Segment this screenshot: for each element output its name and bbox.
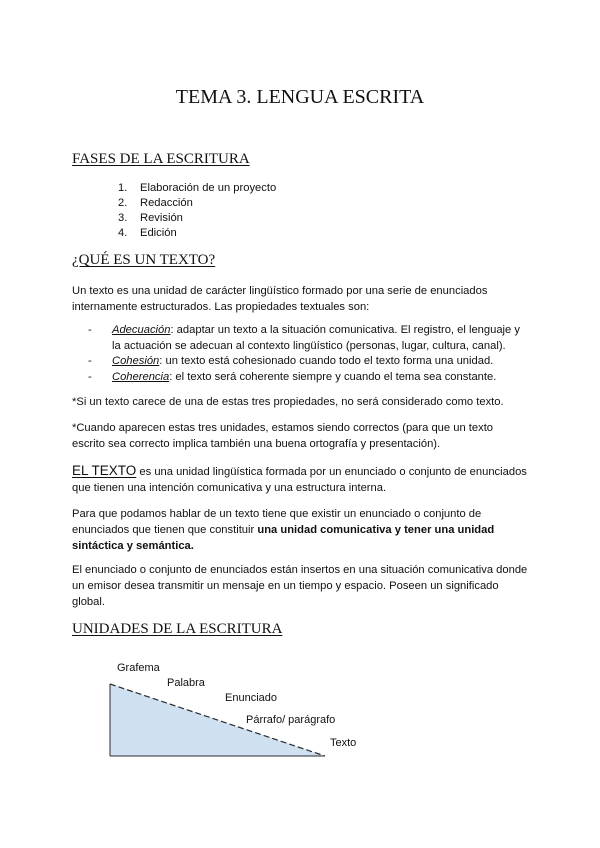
section-heading-unidades: UNIDADES DE LA ESCRITURA <box>72 621 283 637</box>
units-diagram <box>95 655 375 765</box>
unidad-paragraph: Para que podamos hablar de un texto tiene que existir un enunciado o conjunto de enunciados que tienen que constituir una unidad comunicativa y tener una unidad sintáctica y semántica. <box>72 508 495 552</box>
label-palabra: Palabra <box>167 677 205 689</box>
fases-list <box>118 181 276 241</box>
el-texto-paragraph: EL TEXTO es una unidad lingüística formada por un enunciado o conjunto de enunciados que tienen una intención comunicativa y una estructura interna. <box>72 463 527 494</box>
page-title: TEMA 3. LENGUA ESCRITA <box>175 86 425 108</box>
label-grafema: Grafema <box>117 662 160 674</box>
enunciado-paragraph: El enunciado o conjunto de enunciados están insertos en una situación comunicativa donde un emisor desea transmitir un mensaje en un tiempo y espacio. Poseen un significado global. <box>72 564 528 608</box>
list-item: - Coherencia: el texto será coherente siempre y cuando el tema sea constante. <box>88 370 497 383</box>
term-adecuacion: Adecuación <box>112 324 171 336</box>
list-item: 2. Redacción <box>118 197 193 209</box>
list-item: 4. Edición <box>118 227 177 239</box>
label-parrafo: Párrafo/ parágrafo <box>246 714 336 726</box>
label-enunciado: Enunciado <box>225 692 277 704</box>
list-item: 1. Elaboración de un proyecto <box>118 182 277 194</box>
list-item: 3. Revisión <box>118 212 183 224</box>
term-cohesion: Cohesión <box>112 355 160 367</box>
note-2: *Cuando aparecen estas tres unidades, estamos siendo correctos (para que un texto escrito sea correcto implica también una buena ortografía y presentación). <box>72 422 494 450</box>
list-item: - Adecuación: adaptar un texto a la situación comunicativa. El registro, el lenguaje y la actuación se adecuan al contexto lingüístico (personas, lugar, cultura, canal). <box>88 324 520 352</box>
list-item: - Cohesión: un texto está cohesionado cuando todo el texto forma una unidad. <box>88 355 494 367</box>
properties-list <box>88 323 528 385</box>
el-texto-label: EL TEXTO <box>72 463 137 478</box>
bold-emphasis: una unidad comunicativa y tener una unidad sintáctica y semántica. <box>72 524 495 552</box>
intro-paragraph: Un texto es una unidad de carácter lingüístico formado por una serie de enunciados internamente estructurados. Las propiedades textuales son: <box>72 285 488 313</box>
term-coherencia: Coherencia <box>112 370 170 383</box>
note-1: *Si un texto carece de una de estas tres propiedades, no será considerado como texto. <box>72 396 504 408</box>
section-heading-fases: FASES DE LA ESCRITURA <box>72 151 250 167</box>
section-heading-que-es: ¿QUÉ ES UN TEXTO? <box>72 252 216 268</box>
label-texto: Texto <box>330 737 357 749</box>
